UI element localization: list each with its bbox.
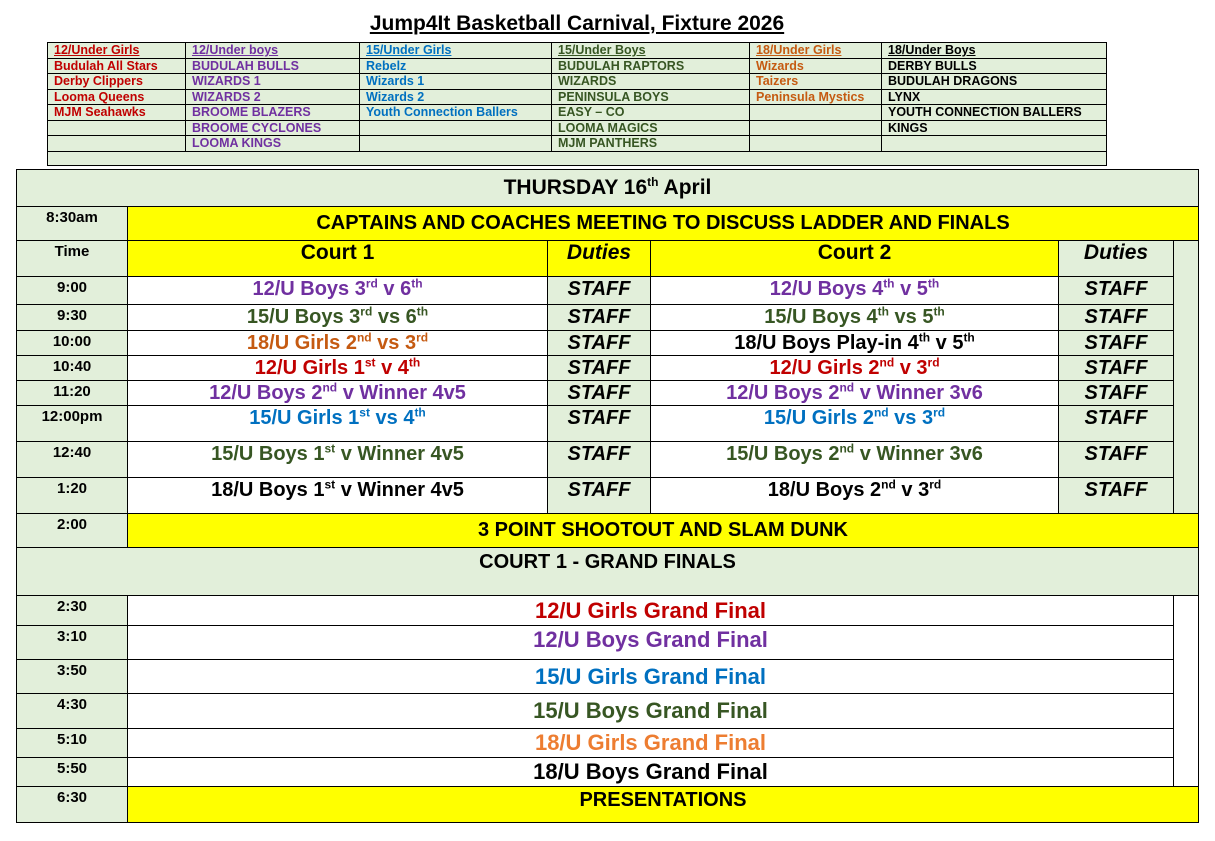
game-row	[17, 356, 1199, 381]
team-cell: Wizards 1	[360, 74, 552, 90]
grand-final-game: 18/U Boys Grand Final	[128, 758, 1174, 787]
team-header-12u-boys: 12/Under boys	[186, 43, 360, 59]
grand-final-row	[17, 694, 1199, 729]
team-header-12u-girls: 12/Under Girls	[48, 43, 186, 59]
game-row	[17, 331, 1199, 356]
team-cell: Wizards	[750, 58, 882, 74]
team-cell: Looma Queens	[48, 89, 186, 105]
court-1-duty: STAFF	[548, 305, 651, 331]
time-cell: 5:50	[17, 758, 128, 787]
shootout-row	[17, 514, 1199, 548]
grand-final-row	[17, 758, 1199, 787]
meeting-banner: CAPTAINS AND COACHES MEETING TO DISCUSS LADDER AND FINALS	[128, 207, 1199, 241]
team-cell: BUDULAH BULLS	[186, 58, 360, 74]
team-header-15u-girls: 15/Under Girls	[360, 43, 552, 59]
game-row	[17, 442, 1199, 478]
team-cell: WIZARDS	[552, 74, 750, 90]
schedule-table	[16, 169, 1199, 823]
grand-finals-heading-row	[17, 548, 1199, 596]
court-1-duty: STAFF	[548, 381, 651, 406]
time-cell: 5:10	[17, 729, 128, 758]
court-2-game: 12/U Boys 4th v 5th	[651, 277, 1059, 305]
team-cell	[750, 105, 882, 121]
team-cell: LYNX	[882, 89, 1107, 105]
side-filler	[1174, 241, 1199, 514]
grand-final-game: 15/U Boys Grand Final	[128, 694, 1174, 729]
court-1-header: Court 1	[128, 241, 548, 277]
court-1-game: 18/U Boys 1st v Winner 4v5	[128, 478, 548, 514]
team-cell: EASY – CO	[552, 105, 750, 121]
presentations-row	[17, 787, 1199, 823]
time-cell: 12:00pm	[17, 406, 128, 442]
team-cell: KINGS	[882, 120, 1107, 136]
time-cell: 9:00	[17, 277, 128, 305]
time-cell: 10:00	[17, 331, 128, 356]
teams-row	[48, 136, 1107, 152]
time-cell: 11:20	[17, 381, 128, 406]
time-cell: 10:40	[17, 356, 128, 381]
teams-blank-row	[48, 151, 1107, 165]
court-1-duty: STAFF	[548, 478, 651, 514]
grand-final-game: 12/U Girls Grand Final	[128, 596, 1174, 626]
grand-final-row	[17, 660, 1199, 694]
team-cell	[750, 136, 882, 152]
court-1-duty: STAFF	[548, 331, 651, 356]
team-cell: Peninsula Mystics	[750, 89, 882, 105]
court-2-duty: STAFF	[1059, 331, 1174, 356]
team-header-15u-boys: 15/Under Boys	[552, 43, 750, 59]
team-cell	[882, 136, 1107, 152]
team-cell: Derby Clippers	[48, 74, 186, 90]
court-2-game: 15/U Boys 4th vs 5th	[651, 305, 1059, 331]
team-cell: LOOMA MAGICS	[552, 120, 750, 136]
time-cell: 4:30	[17, 694, 128, 729]
teams-row	[48, 58, 1107, 74]
team-cell: WIZARDS 1	[186, 74, 360, 90]
blank-cell	[48, 151, 1107, 165]
team-cell: Youth Connection Ballers	[360, 105, 552, 121]
game-row	[17, 305, 1199, 331]
team-cell: MJM PANTHERS	[552, 136, 750, 152]
court-1-duty: STAFF	[548, 406, 651, 442]
court-1-duty: STAFF	[548, 442, 651, 478]
team-cell	[360, 136, 552, 152]
team-cell: BUDULAH DRAGONS	[882, 74, 1107, 90]
court-2-game: 18/U Boys 2nd v 3rd	[651, 478, 1059, 514]
teams-table	[47, 42, 1107, 166]
team-cell: Budulah All Stars	[48, 58, 186, 74]
court-2-duty: STAFF	[1059, 356, 1174, 381]
time-cell: 1:20	[17, 478, 128, 514]
columns-header-row	[17, 241, 1199, 277]
teams-header-row	[48, 43, 1107, 59]
game-row	[17, 478, 1199, 514]
court-2-duty: STAFF	[1059, 406, 1174, 442]
court-1-game: 15/U Boys 1st v Winner 4v5	[128, 442, 548, 478]
team-cell: Rebelz	[360, 58, 552, 74]
team-cell: BUDULAH RAPTORS	[552, 58, 750, 74]
time-cell: 2:00	[17, 514, 128, 548]
team-cell: YOUTH CONNECTION BALLERS	[882, 105, 1107, 121]
side-filler	[1174, 758, 1199, 787]
grand-final-game: 18/U Girls Grand Final	[128, 729, 1174, 758]
time-cell: 3:50	[17, 660, 128, 694]
game-row	[17, 406, 1199, 442]
team-cell: BROOME CYCLONES	[186, 120, 360, 136]
team-header-18u-girls: 18/Under Girls	[750, 43, 882, 59]
court-1-duty: STAFF	[548, 356, 651, 381]
side-filler	[1174, 660, 1199, 694]
court-2-game: 15/U Boys 2nd v Winner 3v6	[651, 442, 1059, 478]
team-cell: BROOME BLAZERS	[186, 105, 360, 121]
court-1-duty: STAFF	[548, 277, 651, 305]
meeting-row	[17, 207, 1199, 241]
grand-final-row	[17, 596, 1199, 626]
time-cell: 9:30	[17, 305, 128, 331]
side-filler	[1174, 729, 1199, 758]
team-cell: Taizers	[750, 74, 882, 90]
teams-row	[48, 120, 1107, 136]
court-1-game: 15/U Girls 1st vs 4th	[128, 406, 548, 442]
court-2-header: Court 2	[651, 241, 1059, 277]
grand-final-row	[17, 729, 1199, 758]
teams-row	[48, 89, 1107, 105]
court-2-game: 12/U Boys 2nd v Winner 3v6	[651, 381, 1059, 406]
duties-header: Duties	[1059, 241, 1174, 277]
team-cell	[48, 120, 186, 136]
shootout-banner: 3 POINT SHOOTOUT AND SLAM DUNK	[128, 514, 1199, 548]
team-cell	[360, 120, 552, 136]
side-filler	[1174, 694, 1199, 729]
grand-final-row	[17, 626, 1199, 660]
court-2-duty: STAFF	[1059, 305, 1174, 331]
side-filler	[1174, 596, 1199, 626]
team-cell: LOOMA KINGS	[186, 136, 360, 152]
team-cell: DERBY BULLS	[882, 58, 1107, 74]
court-2-duty: STAFF	[1059, 277, 1174, 305]
game-row	[17, 381, 1199, 406]
team-header-18u-boys: 18/Under Boys	[882, 43, 1107, 59]
court-2-duty: STAFF	[1059, 442, 1174, 478]
team-cell: PENINSULA BOYS	[552, 89, 750, 105]
court-1-game: 15/U Boys 3rd vs 6th	[128, 305, 548, 331]
court-1-game: 12/U Boys 3rd v 6th	[128, 277, 548, 305]
time-header: Time	[17, 241, 128, 277]
court-2-game: 15/U Girls 2nd vs 3rd	[651, 406, 1059, 442]
team-cell: MJM Seahawks	[48, 105, 186, 121]
court-1-game: 18/U Girls 2nd vs 3rd	[128, 331, 548, 356]
time-cell: 6:30	[17, 787, 128, 823]
grand-finals-heading: COURT 1 - GRAND FINALS	[17, 548, 1199, 596]
time-cell: 3:10	[17, 626, 128, 660]
grand-final-game: 15/U Girls Grand Final	[128, 660, 1174, 694]
team-cell	[750, 120, 882, 136]
presentations-banner: PRESENTATIONS	[128, 787, 1199, 823]
court-1-game: 12/U Boys 2nd v Winner 4v5	[128, 381, 548, 406]
teams-row	[48, 105, 1107, 121]
team-cell: WIZARDS 2	[186, 89, 360, 105]
court-2-game: 18/U Boys Play-in 4th v 5th	[651, 331, 1059, 356]
court-2-duty: STAFF	[1059, 478, 1174, 514]
day-heading: THURSDAY 16th April	[17, 170, 1199, 207]
page-title: Jump4It Basketball Carnival, Fixture 2026	[369, 12, 785, 35]
court-1-game: 12/U Girls 1st v 4th	[128, 356, 548, 381]
side-filler	[1174, 626, 1199, 660]
court-2-duty: STAFF	[1059, 381, 1174, 406]
time-cell: 8:30am	[17, 207, 128, 241]
duties-header: Duties	[548, 241, 651, 277]
game-row	[17, 277, 1199, 305]
team-cell: Wizards 2	[360, 89, 552, 105]
day-row	[17, 170, 1199, 207]
court-2-game: 12/U Girls 2nd v 3rd	[651, 356, 1059, 381]
time-cell: 2:30	[17, 596, 128, 626]
time-cell: 12:40	[17, 442, 128, 478]
grand-final-game: 12/U Boys Grand Final	[128, 626, 1174, 660]
team-cell	[48, 136, 186, 152]
teams-row	[48, 74, 1107, 90]
